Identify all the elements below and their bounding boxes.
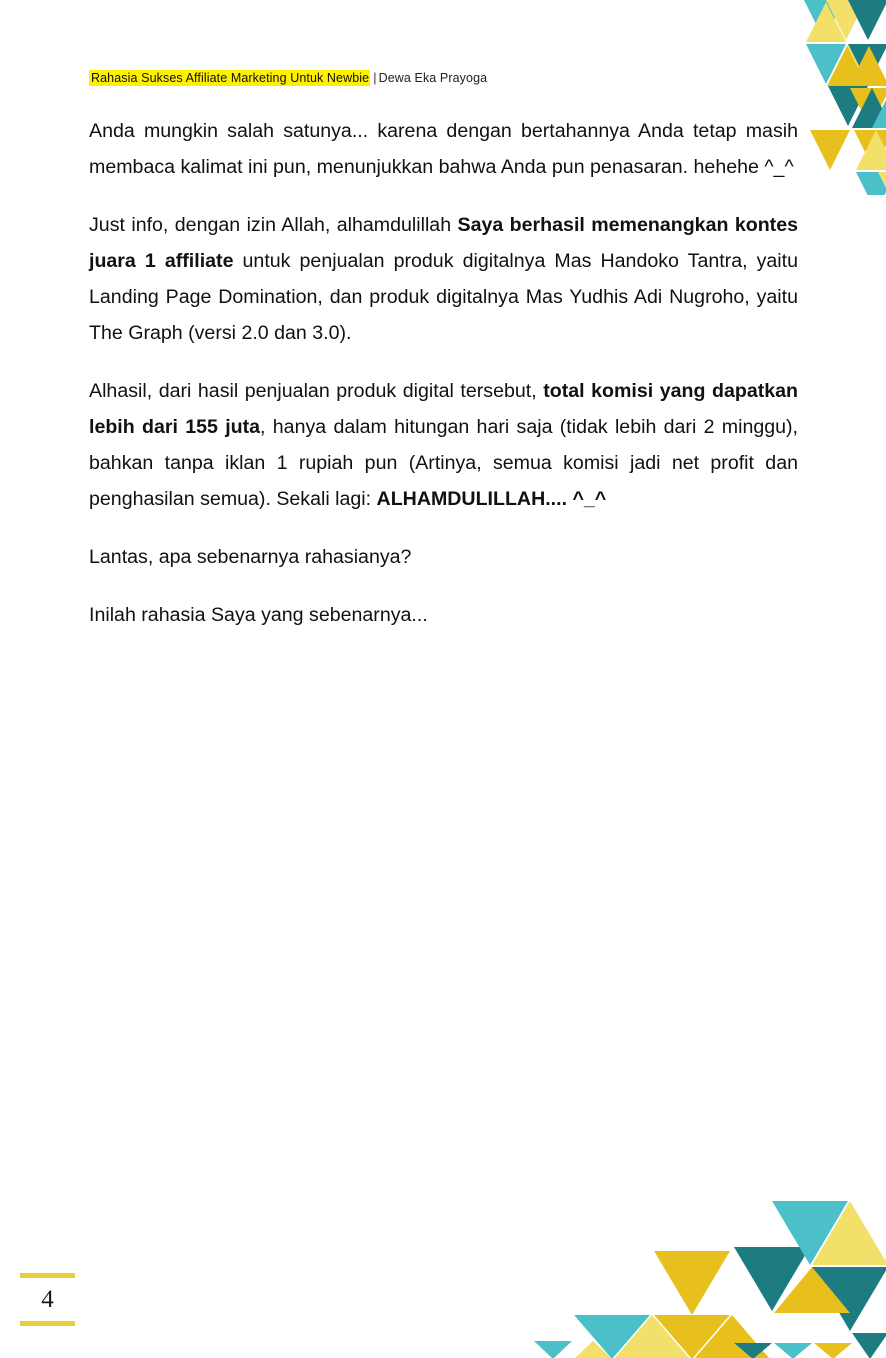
paragraph-text: , hanya dalam hitungan hari saja (tidak lebih dari 2 minggu), bahkan tanpa iklan 1 rupiah pun (Artinya, semua komisi jadi net profit dan penghasilan semua). Sekali lagi: xyxy=(89,416,799,510)
page-number-block xyxy=(20,1273,75,1326)
triangle-cyan-down-c xyxy=(774,1343,812,1358)
triangle-teal-down-d xyxy=(852,1333,886,1358)
page-body xyxy=(89,113,798,633)
triangle-pale-up-1 xyxy=(806,2,846,42)
triangle-cyan-up-1 xyxy=(872,88,886,128)
triangle-gold-down-c xyxy=(814,1343,852,1358)
triangle-pattern-bottom-right-svg xyxy=(526,1183,886,1358)
triangle-teal-down-3 xyxy=(828,86,868,126)
triangle-gold-down-b xyxy=(654,1315,730,1358)
header-title: Rahasia Sukses Affiliate Marketing Untuk Newbie xyxy=(91,71,370,85)
paragraph-text: Lantas, apa sebenarnya rahasianya? xyxy=(89,546,412,568)
triangle-gold-up-1 xyxy=(827,46,867,86)
triangle-gold-up-b xyxy=(694,1315,770,1358)
paragraph-text: untuk penjualan produk digitalnya Mas Handoko Tantra, yaitu Landing Page Domination, dan produk digitalnya Mas Yudhis Adi Nugroho, yaitu The Graph (versi 2.0 dan 3.0). xyxy=(89,250,799,344)
triangle-pattern-bottom-right xyxy=(526,1183,886,1358)
triangle-pale-up-2 xyxy=(828,44,868,84)
triangle-pale-down-2 xyxy=(878,172,886,195)
running-header xyxy=(89,70,487,86)
header-separator: | xyxy=(373,71,377,85)
page-number-rule-top xyxy=(20,1273,75,1278)
triangle-gold-down-a xyxy=(654,1251,730,1315)
paragraph xyxy=(89,207,798,351)
triangle-pattern-top-right xyxy=(786,0,886,195)
triangle-teal-down-b xyxy=(812,1267,886,1331)
page-number: 4 xyxy=(41,1286,54,1313)
triangle-cyan-down-a xyxy=(772,1201,848,1265)
triangle-teal-down-2 xyxy=(848,44,886,84)
triangle-pattern-top-right-svg xyxy=(786,0,886,195)
triangle-pale-up-a xyxy=(812,1201,886,1265)
paragraph-text: Inilah rahasia Saya yang sebenarnya... xyxy=(89,604,428,626)
triangle-pale-up-c xyxy=(574,1341,612,1358)
paragraph-text: Anda mungkin salah satunya... karena dengan bertahannya Anda tetap masih membaca kalimat ini pun, menunjukkan bahwa Anda pun penasaran. hehehe ^_^ xyxy=(89,120,798,178)
triangle-teal-up-1 xyxy=(852,88,886,128)
triangle-gold-up-a xyxy=(774,1267,850,1313)
triangle-cyan-down-2 xyxy=(806,44,846,84)
triangle-teal-down-a xyxy=(734,1247,810,1311)
paragraph xyxy=(89,597,798,633)
triangle-gold-down-1 xyxy=(850,88,886,128)
paragraph xyxy=(89,373,798,517)
paragraph-emphasis: total komisi yang dapatkan lebih dari 155 juta xyxy=(89,380,799,438)
triangle-pale-down-1 xyxy=(826,0,866,40)
paragraph-text: Just info, dengan izin Allah, alhamdulillah xyxy=(89,214,458,236)
header-author: Dewa Eka Prayoga xyxy=(378,71,488,85)
triangle-cyan-down-d xyxy=(534,1341,572,1358)
triangle-gold-down-3 xyxy=(854,130,886,170)
triangle-pale-up-b xyxy=(614,1315,690,1358)
page-number-rule-bottom xyxy=(20,1321,75,1326)
triangle-teal-down-1 xyxy=(848,0,886,40)
paragraph-text: Alhasil, dari hasil penjualan produk digital tersebut, xyxy=(89,380,544,402)
triangle-cyan-down-3 xyxy=(856,172,886,195)
triangle-pale-up-3 xyxy=(856,130,886,170)
triangle-gold-down-2 xyxy=(810,130,850,170)
triangle-cyan-down-b xyxy=(574,1315,650,1358)
triangle-cyan-down-1 xyxy=(804,0,844,40)
paragraph-emphasis: Saya berhasil memenangkan kontes juara 1 affiliate xyxy=(89,214,799,272)
paragraph xyxy=(89,539,798,575)
triangle-teal-down-c xyxy=(734,1343,772,1358)
triangle-gold-up-2 xyxy=(849,46,886,86)
paragraph xyxy=(89,113,798,185)
paragraph-emphasis: ALHAMDULILLAH.... ^_^ xyxy=(376,488,607,510)
